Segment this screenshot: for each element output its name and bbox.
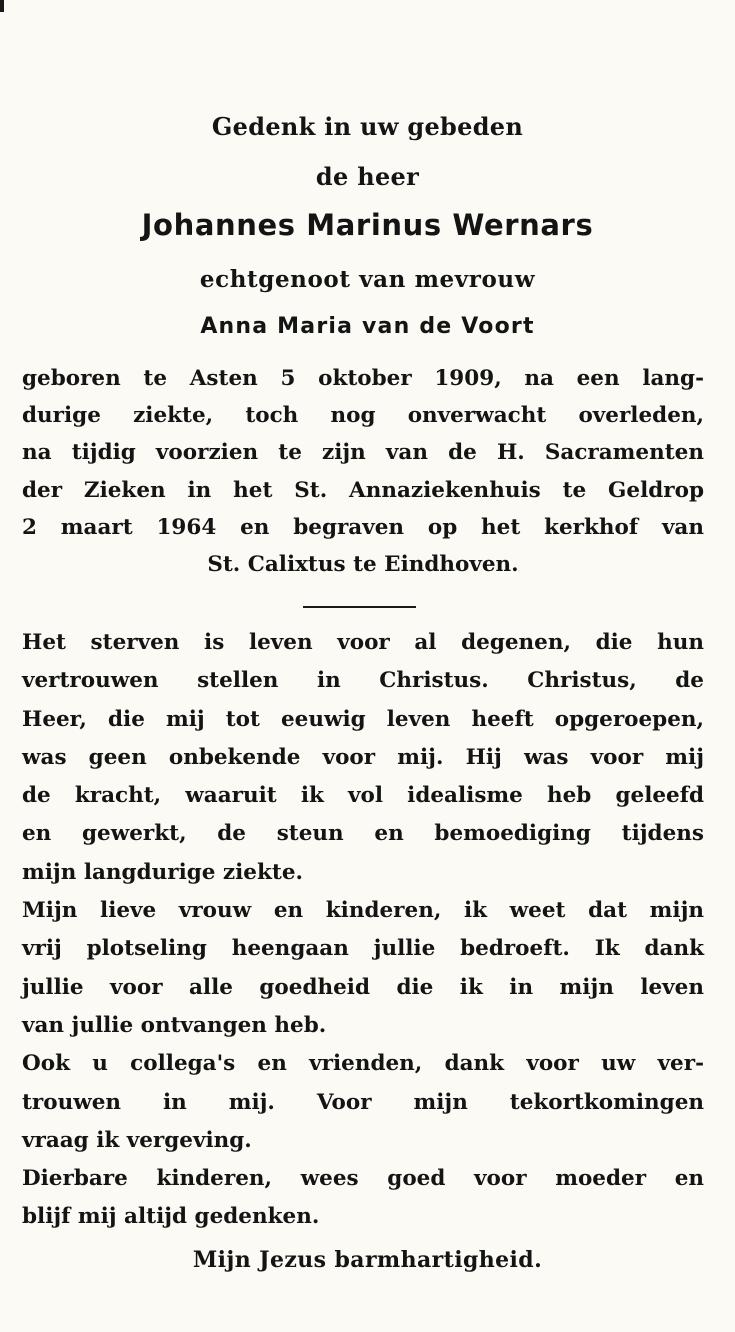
- bio-line: St. Calixtus te Eindhoven.: [207, 552, 519, 578]
- message-line: blijf mij altijd gedenken.: [22, 1204, 320, 1230]
- title-de-heer: de heer: [315, 162, 420, 191]
- bio-line: 2 maart 1964 en begraven op het kerkhof van: [22, 514, 704, 540]
- message-line: vertrouwen stellen in Christus. Christus, de: [22, 668, 704, 694]
- biography-paragraph: [22, 360, 704, 583]
- message-line: Dierbare kinderen, wees goed voor moeder en: [22, 1166, 704, 1192]
- bio-line: geboren te Asten 5 oktober 1909, na een lang-: [22, 366, 704, 391]
- message-paragraph: [22, 624, 704, 1237]
- message-line: van jullie ontvangen heb.: [22, 1012, 327, 1038]
- closing-line: Mijn Jezus barmhartigheid.: [192, 1247, 543, 1273]
- message-line: en gewerkt, de steun en bemoediging tijdens: [22, 821, 704, 847]
- message-line: Het sterven is leven voor al degenen, die hun: [22, 630, 704, 655]
- message-line: Mijn lieve vrouw en kinderen, ik weet dat mijn: [22, 898, 704, 924]
- message-line: trouwen in mij. Voor mijn tekortkomingen: [22, 1089, 704, 1115]
- bio-line: durige ziekte, toch nog onverwacht overleden,: [22, 403, 704, 429]
- bio-line: der Zieken in het St. Annaziekenhuis te Geldrop: [22, 477, 704, 503]
- prayer-request: Gedenk in uw gebeden: [211, 112, 524, 141]
- message-line: was geen onbekende voor mij. Hij was voor mij: [22, 744, 704, 770]
- message-line: Heer, die mij tot eeuwig leven heeft opgeroepen,: [22, 706, 704, 732]
- message-line: mijn langdurige ziekte.: [22, 859, 303, 885]
- message-line: vrij plotseling heengaan jullie bedroeft. Ik dank: [22, 936, 704, 962]
- deceased-name: Johannes Marinus Wernars: [141, 208, 594, 242]
- divider-rule: [303, 606, 416, 608]
- bio-line: na tijdig voorzien te zijn van de H. Sacramenten: [22, 440, 704, 466]
- relation-line: echtgenoot van mevrouw: [199, 266, 536, 293]
- corner-mark: [0, 0, 4, 12]
- spouse-name: Anna Maria van de Voort: [200, 314, 535, 339]
- message-line: de kracht, waaruit ik vol idealisme heb geleefd: [22, 783, 704, 809]
- message-line: Ook u collega's en vrienden, dank voor uw ver-: [22, 1051, 704, 1077]
- message-line: jullie voor alle goedheid die ik in mijn leven: [22, 974, 704, 1000]
- message-line: vraag ik vergeving.: [22, 1127, 252, 1153]
